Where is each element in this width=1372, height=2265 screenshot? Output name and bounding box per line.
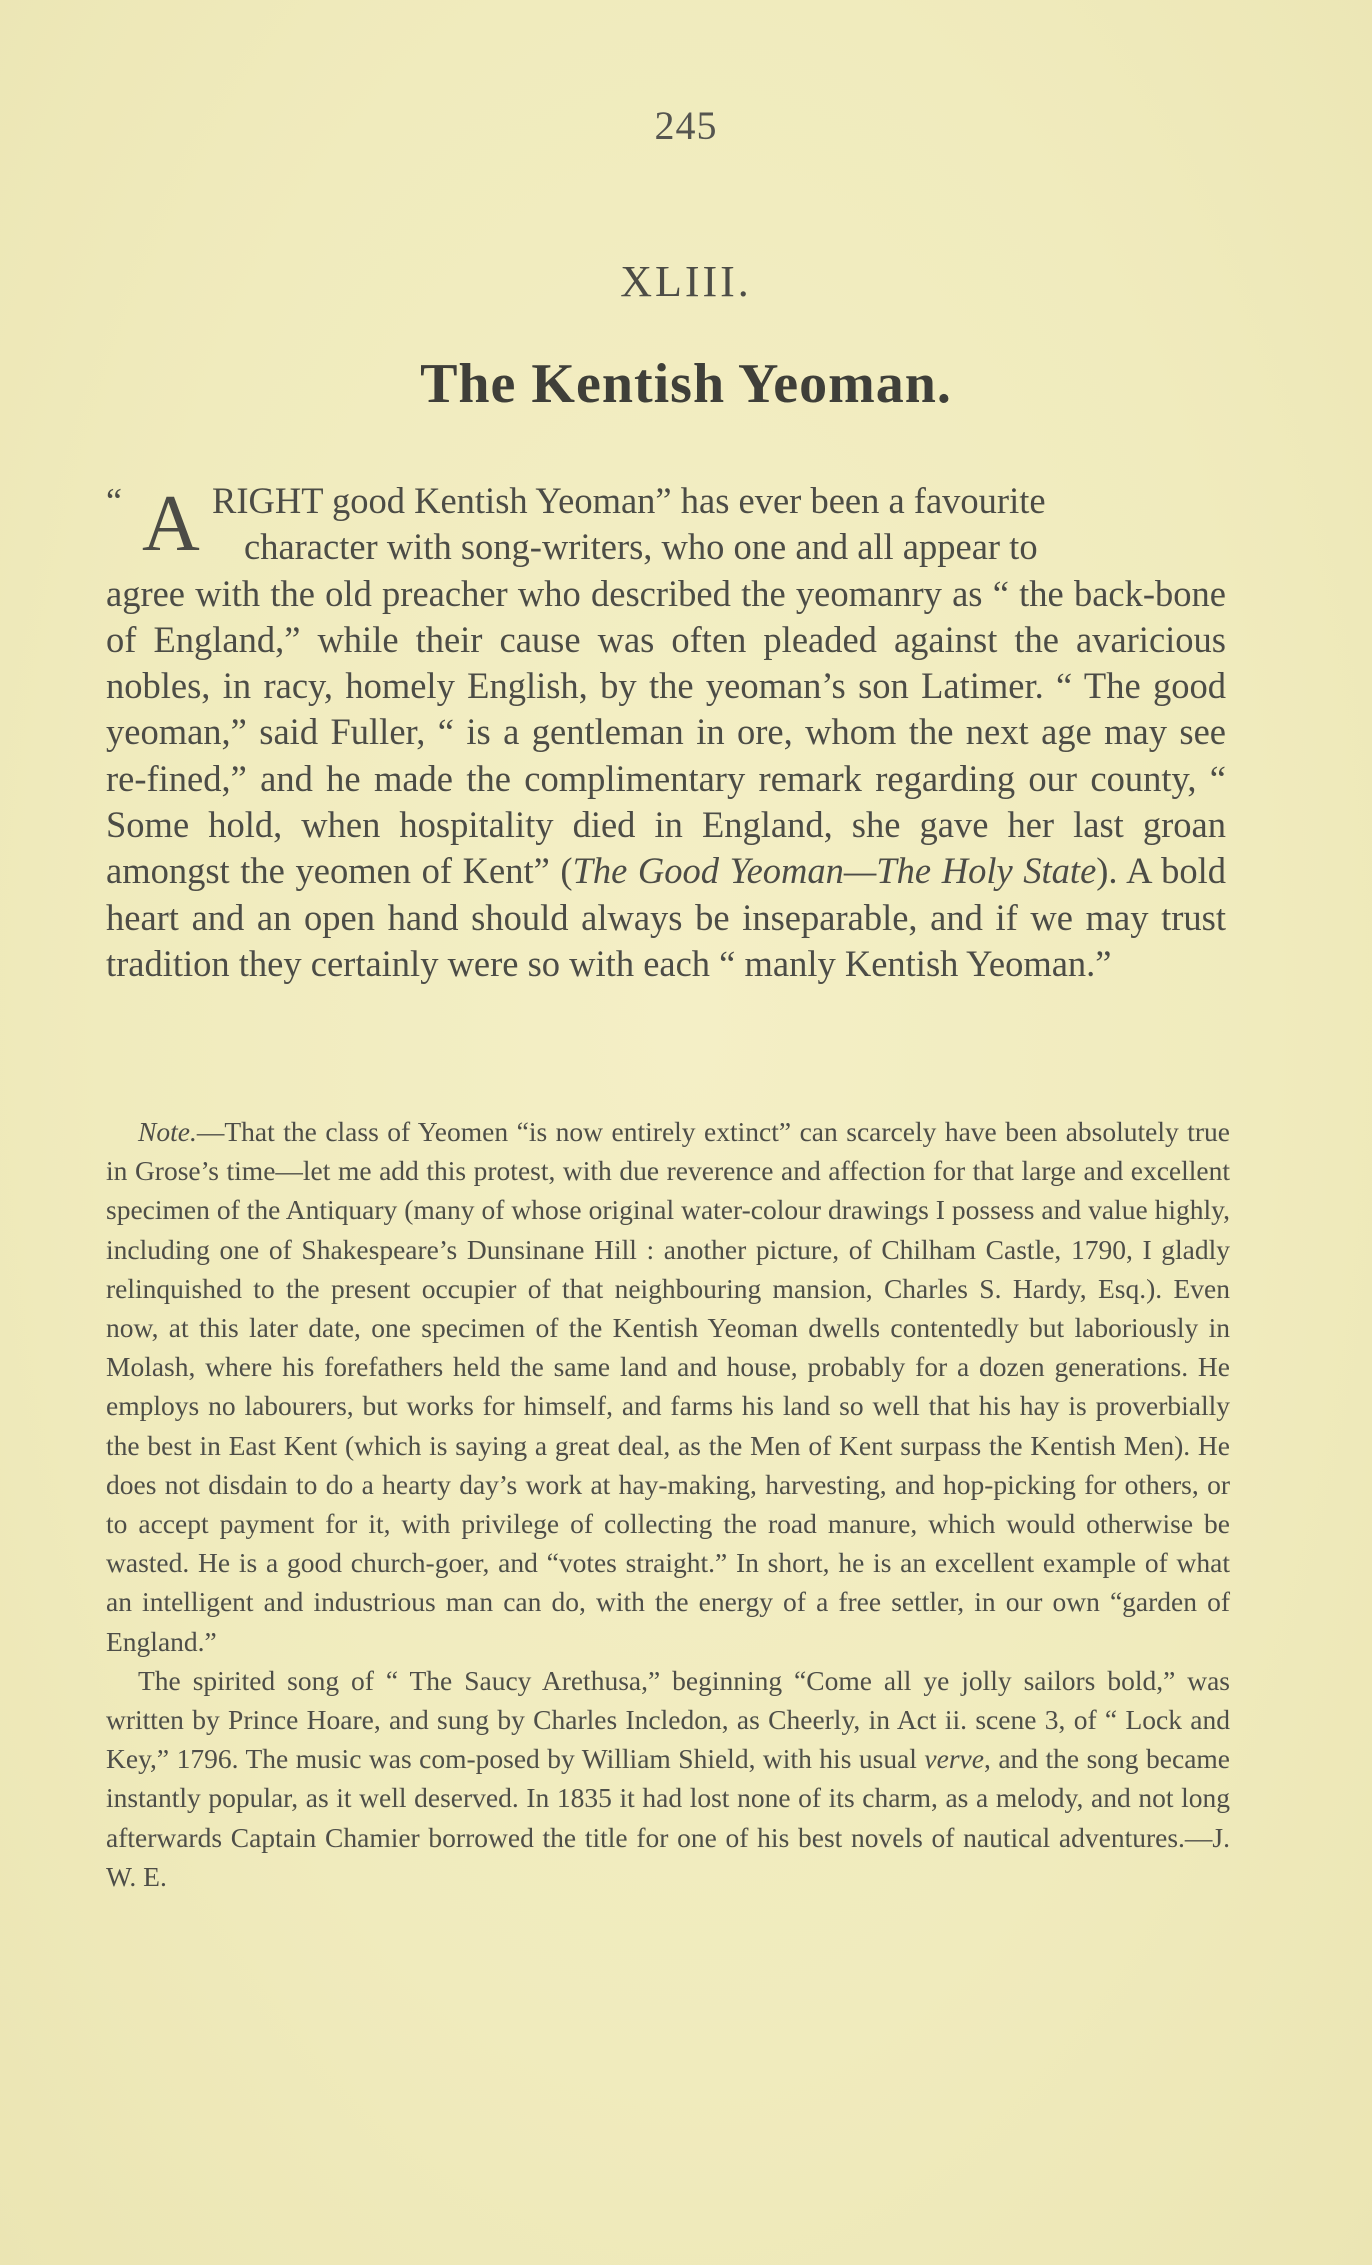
note-1-text: —That the class of Yeomen “is now entirely extinct” can scarcely have been absolutely true in Grose’s time—let me add this protest, with due reverence and affection for that large and excellent specimen of the Antiquary (many of whose original water-colour drawings I possess and value highly, including one of Shakespeare’s Dunsinane Hill : another picture, of Chilham Castle, 1790, I gladly relinquished to the present occupier of that neighbouring mansion, Charles S. Hardy, Esq.). Even now, at this later date, one specimen of the Kentish Yeoman dwells contentedly but laboriously in Molash, where his forefathers held the same land and house, probably for a dozen generations. He employs no labourers, but works for himself, and farms his land so well that his hay is proverbially the best in East Kent (which is saying a great deal, as the Men of Kent surpass the Kentish Men). He does not disdain to do a hearty day’s work at hay-making, harvesting, and hop-picking for others, or to accept payment for it, with privilege of collecting the road manure, which would otherwise be wasted. He is a good church-goer, and “votes straight.” In short, he is an excellent example of what an intelligent and industrious man can do, with the energy of a free settler, in our own “garden of England.” [106,1116,1230,1657]
main-line-2: character with song-writers, who one and all appear to [244,526,1038,568]
page-number: 245 [654,103,718,148]
note-2-text: The spirited song of “ The Saucy Arethusa,” beginning “Come all ye jolly sailors bold,” was written by Prince Hoare, and sung by Charles Incledon, as Cheerly, in Act ii. scene 3, of “ Lock and Key,” 1796. The music was com-posed by William Shield, with his usual [106,1664,1230,1775]
opening-quote: “ [106,481,122,521]
notes-section [106,1112,1230,1896]
note-label: Note. [138,1116,197,1147]
note-2-italic: verve [924,1743,984,1775]
note-2-text-end: , and the song became instantly popular, as it well deserved. In 1835 it had lost none of its charm, as a melody, and not long afterwards Captain Chamier borrowed the title for one of his best novels of nautical adventures.—J. W. E. [106,1743,1230,1892]
chapter-number: XLIII. [620,257,752,306]
drop-cap: A [142,480,200,568]
main-line-1: RIGHT good Kentish Yeoman” has ever been a favourite [212,480,1046,521]
chapter-title: The Kentish Yeoman. [420,353,952,415]
main-paragraph [106,478,1226,987]
main-body-text-end: ). A bold heart and an open hand should always be inseparable, and if we may trust tradition they certainly were so with each “ manly Kentish Yeoman.” [106,850,1226,984]
note-paragraph-1 [106,1112,1230,1661]
book-title-reference: The Good Yeoman—The Holy State [572,850,1097,892]
note-paragraph-2 [106,1661,1230,1896]
main-body-text: agree with the old preacher who described the yeomanry as “ the back-bone of England,” while their cause was often pleaded against the avaricious nobles, in racy, homely English, by the yeoman’s son Latimer. “ The good yeoman,” said Fuller, “ is a gentleman in ore, whom the next age may see re-fined,” and he made the complimentary remark regarding our county, “ Some hold, when hospitality died in England, she gave her last groan amongst the yeomen of Kent” ( [106,572,1226,892]
